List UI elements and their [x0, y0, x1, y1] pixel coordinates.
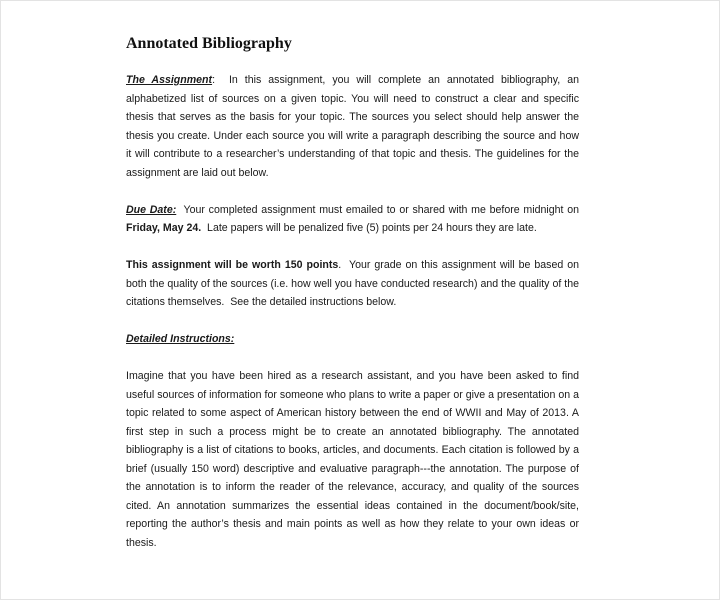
paragraph-gap: [126, 238, 579, 257]
due-date-paragraph: [126, 201, 582, 238]
assignment-label: The Assignment: [126, 74, 213, 86]
assignment-paragraph: [126, 71, 582, 182]
assignment-text: In this assignment, you will complete an annotated bibliography, an alphabetized list of sources on a given topic. You will need to construct a clear and specific thesis that serves as the basis for your topic. The sources you select should help answer the thesis you create. Under each source you will write a paragraph describing the source and how it will contribute to a researcher’s understanding of that topic and thesis. The guidelines for the assignment are laid out below.: [126, 74, 582, 179]
worth-bold-text: This assignment will be worth 150 points: [126, 259, 339, 271]
document-title: Annotated Bibliography: [126, 35, 292, 52]
paragraph-gap: [126, 349, 579, 368]
instructions-heading-paragraph: [126, 330, 579, 349]
worth-paragraph: [126, 256, 582, 312]
due-date-label: Due Date:: [126, 203, 177, 216]
worth-text: . Your grade on this assignment will be based on both the quality of the sources (i.e. how well you have conducted research) and the quality of the citations themselves. See the detailed instructions below.: [126, 259, 582, 308]
assignment-colon: :: [212, 74, 216, 86]
due-date-date: Friday, May 24.: [126, 222, 202, 234]
instructions-label: Detailed Instructions:: [126, 333, 235, 345]
paragraph-gap: [126, 182, 579, 201]
paragraph-gap: [126, 312, 579, 331]
instructions-paragraph: Imagine that you have been hired as a research assistant, and you have been asked to find useful sources of information for someone who plans to write a paper or give a presentation on a topic related to some aspect of American history between the end of WWII and May of 2013. A first step in such a process might be to create an annotated bibliography. The annotated bibliography is a list of citations to books, articles, and documents. Each citation is followed by a brief (usually 150 word) descriptive and evaluative paragraph---the annotation. The purpose of the annotation is to inform the reader of the relevance, accuracy, and quality of the sources cited. An annotation summarizes the essential ideas contained in the document/book/site, reporting the author’s thesis and main points as well as how they relate to your own ideas or thesis.: [126, 370, 579, 549]
due-date-text-before: Your completed assignment must emailed to or shared with me before midnight on: [176, 203, 582, 216]
document-body: [126, 34, 582, 552]
due-date-text-after: Late papers will be penalized five (5) points per 24 hours they are late.: [201, 222, 537, 234]
